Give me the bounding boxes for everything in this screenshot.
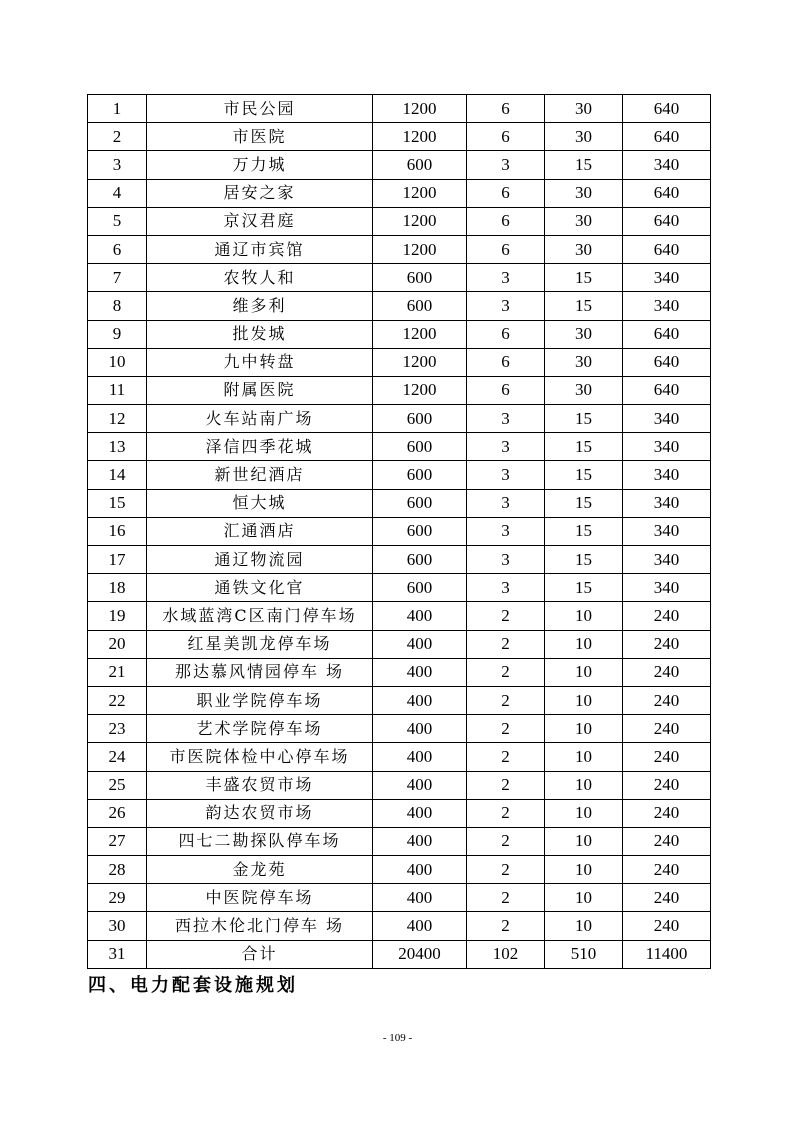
table-cell: 2: [467, 743, 545, 771]
table-row: [88, 461, 711, 489]
table-cell: 600: [373, 405, 467, 433]
table-cell: 2: [467, 884, 545, 912]
table-cell: 340: [623, 433, 711, 461]
table-cell: 240: [623, 799, 711, 827]
table-cell: 640: [623, 123, 711, 151]
table-cell: 400: [373, 715, 467, 743]
table-cell: 18: [88, 574, 147, 602]
table-cell: 职业学院停车场: [147, 686, 373, 714]
table-cell: 10: [545, 856, 623, 884]
table-row: [88, 743, 711, 771]
table-cell: 2: [467, 827, 545, 855]
table-cell: 汇通酒店: [147, 517, 373, 545]
table-cell: 340: [623, 264, 711, 292]
table-cell: 10: [545, 912, 623, 940]
table-cell: 10: [545, 799, 623, 827]
table-cell: 340: [623, 292, 711, 320]
table-cell: 640: [623, 179, 711, 207]
section-heading: 四、电力配套设施规划: [88, 975, 298, 996]
table-cell: 1: [88, 95, 147, 123]
table-row: [88, 686, 711, 714]
table-cell: 3: [467, 264, 545, 292]
table-row: [88, 179, 711, 207]
table-cell: 240: [623, 884, 711, 912]
table-row: [88, 348, 711, 376]
table-cell: 19: [88, 602, 147, 630]
table-cell: 31: [88, 940, 147, 968]
table-cell: 10: [545, 715, 623, 743]
table-cell: 21: [88, 658, 147, 686]
table-cell: 17: [88, 546, 147, 574]
table-cell: 1200: [373, 179, 467, 207]
table-cell: 30: [88, 912, 147, 940]
table-cell: 通辽市宾馆: [147, 235, 373, 263]
table-row: [88, 658, 711, 686]
table-cell: 2: [467, 715, 545, 743]
table-cell: 10: [88, 348, 147, 376]
table-cell: 15: [545, 151, 623, 179]
table-cell: 2: [467, 658, 545, 686]
table-row: [88, 715, 711, 743]
parking-charging-table: [87, 94, 711, 969]
table-cell: 6: [467, 235, 545, 263]
table-cell: 400: [373, 630, 467, 658]
table-row: [88, 856, 711, 884]
table-row: [88, 264, 711, 292]
table-cell: 1200: [373, 235, 467, 263]
table-cell: 2: [88, 123, 147, 151]
table-cell: 28: [88, 856, 147, 884]
table-row: [88, 771, 711, 799]
table-cell: 15: [545, 574, 623, 602]
table-cell: 510: [545, 940, 623, 968]
table-cell: 恒大城: [147, 489, 373, 517]
table-cell: 10: [545, 743, 623, 771]
table-cell: 3: [88, 151, 147, 179]
table-cell: 400: [373, 856, 467, 884]
table-row: [88, 827, 711, 855]
table-cell: 340: [623, 489, 711, 517]
table-cell: 640: [623, 320, 711, 348]
table-cell: 400: [373, 799, 467, 827]
table-cell: 10: [545, 658, 623, 686]
table-cell: 10: [545, 771, 623, 799]
table-cell: 水域蓝湾C区南门停车场: [147, 602, 373, 630]
table-row: [88, 292, 711, 320]
table-row: [88, 489, 711, 517]
table-cell: 240: [623, 686, 711, 714]
table-cell: 240: [623, 630, 711, 658]
table-row: [88, 376, 711, 404]
table-cell: 400: [373, 771, 467, 799]
table-cell: 附属医院: [147, 376, 373, 404]
table-cell: 30: [545, 348, 623, 376]
table-cell: 丰盛农贸市场: [147, 771, 373, 799]
table-cell: 居安之家: [147, 179, 373, 207]
table-cell: 640: [623, 235, 711, 263]
table-cell: 600: [373, 489, 467, 517]
table-body: [88, 95, 711, 969]
table-cell: 市民公园: [147, 95, 373, 123]
table-row: [88, 405, 711, 433]
table-row: [88, 884, 711, 912]
table-cell: 14: [88, 461, 147, 489]
table-cell: 2: [467, 771, 545, 799]
table-cell: 九中转盘: [147, 348, 373, 376]
table-cell: 30: [545, 95, 623, 123]
table-cell: 640: [623, 207, 711, 235]
table-cell: 16: [88, 517, 147, 545]
table-row: [88, 602, 711, 630]
table-cell: 23: [88, 715, 147, 743]
table-row: [88, 630, 711, 658]
table-cell: 340: [623, 517, 711, 545]
table-cell: 7: [88, 264, 147, 292]
table-cell: 1200: [373, 123, 467, 151]
table-cell: 400: [373, 658, 467, 686]
table-cell: 市医院: [147, 123, 373, 151]
table-cell: 通辽物流园: [147, 546, 373, 574]
table-cell: 6: [467, 376, 545, 404]
table-cell: 万力城: [147, 151, 373, 179]
table-cell: 3: [467, 546, 545, 574]
table-cell: 中医院停车场: [147, 884, 373, 912]
table-cell: 600: [373, 546, 467, 574]
table-cell: 15: [545, 546, 623, 574]
table-cell: 3: [467, 151, 545, 179]
table-cell: 240: [623, 743, 711, 771]
table-cell: 市医院体检中心停车场: [147, 743, 373, 771]
table-cell: 24: [88, 743, 147, 771]
table-cell: 640: [623, 95, 711, 123]
table-cell: 3: [467, 292, 545, 320]
table-cell: 340: [623, 405, 711, 433]
table-cell: 600: [373, 264, 467, 292]
table-cell: 3: [467, 489, 545, 517]
table-cell: 640: [623, 348, 711, 376]
table-cell: 400: [373, 602, 467, 630]
page-number: - 109 -: [382, 1032, 413, 1044]
table-cell: 3: [467, 574, 545, 602]
table-cell: 26: [88, 799, 147, 827]
table-cell: 2: [467, 912, 545, 940]
table-cell: 600: [373, 517, 467, 545]
table-cell: 那达慕风情园停车 场: [147, 658, 373, 686]
table-cell: 韵达农贸市场: [147, 799, 373, 827]
table-cell: 10: [545, 827, 623, 855]
table-cell: 9: [88, 320, 147, 348]
table-cell: 30: [545, 376, 623, 404]
table-cell: 1200: [373, 320, 467, 348]
table-cell: 400: [373, 686, 467, 714]
table-cell: 240: [623, 827, 711, 855]
table-cell: 6: [467, 320, 545, 348]
table-cell: 15: [545, 461, 623, 489]
table-cell: 15: [545, 264, 623, 292]
table-cell: 240: [623, 771, 711, 799]
table-cell: 15: [545, 292, 623, 320]
table-cell: 15: [545, 489, 623, 517]
table-cell: 2: [467, 602, 545, 630]
table-cell: 640: [623, 376, 711, 404]
table-cell: 30: [545, 235, 623, 263]
table-row: [88, 95, 711, 123]
table-cell: 20: [88, 630, 147, 658]
table-cell: 340: [623, 546, 711, 574]
table-cell: 15: [545, 517, 623, 545]
table-cell: 29: [88, 884, 147, 912]
table-cell: 2: [467, 799, 545, 827]
table-cell: 1200: [373, 348, 467, 376]
table-cell: 600: [373, 433, 467, 461]
table-cell: 12: [88, 405, 147, 433]
table-cell: 340: [623, 461, 711, 489]
table-cell: 240: [623, 856, 711, 884]
table-cell: 400: [373, 827, 467, 855]
table-cell: 600: [373, 292, 467, 320]
table-cell: 30: [545, 123, 623, 151]
table-cell: 340: [623, 151, 711, 179]
table-cell: 西拉木伦北门停车 场: [147, 912, 373, 940]
table-row: [88, 207, 711, 235]
table-cell: 四七二勘探队停车场: [147, 827, 373, 855]
table-cell: 2: [467, 630, 545, 658]
table-cell: 泽信四季花城: [147, 433, 373, 461]
table-row: [88, 517, 711, 545]
table-cell: 新世纪酒店: [147, 461, 373, 489]
table-cell: 火车站南广场: [147, 405, 373, 433]
table-cell: 13: [88, 433, 147, 461]
table-cell: 102: [467, 940, 545, 968]
table-cell: 10: [545, 686, 623, 714]
table-row: [88, 320, 711, 348]
table-cell: 400: [373, 884, 467, 912]
table-cell: 600: [373, 151, 467, 179]
table-row: [88, 799, 711, 827]
table-cell: 240: [623, 715, 711, 743]
table-cell: 合计: [147, 940, 373, 968]
table-cell: 400: [373, 743, 467, 771]
table-cell: 京汉君庭: [147, 207, 373, 235]
table-cell: 3: [467, 405, 545, 433]
table-cell: 20400: [373, 940, 467, 968]
table-cell: 25: [88, 771, 147, 799]
table-row: [88, 940, 711, 968]
table-cell: 艺术学院停车场: [147, 715, 373, 743]
table-cell: 11400: [623, 940, 711, 968]
table-cell: 240: [623, 912, 711, 940]
table-cell: 27: [88, 827, 147, 855]
table-cell: 600: [373, 461, 467, 489]
table-cell: 1200: [373, 95, 467, 123]
table-cell: 维多利: [147, 292, 373, 320]
table-cell: 3: [467, 517, 545, 545]
table-cell: 10: [545, 602, 623, 630]
table-cell: 6: [467, 348, 545, 376]
table-cell: 400: [373, 912, 467, 940]
table-cell: 5: [88, 207, 147, 235]
table-cell: 2: [467, 686, 545, 714]
table-cell: 15: [545, 433, 623, 461]
table-cell: 30: [545, 320, 623, 348]
table-cell: 1200: [373, 207, 467, 235]
table-cell: 10: [545, 884, 623, 912]
table-cell: 22: [88, 686, 147, 714]
table-row: [88, 235, 711, 263]
table-cell: 11: [88, 376, 147, 404]
table-row: [88, 574, 711, 602]
table-row: [88, 123, 711, 151]
table-cell: 2: [467, 856, 545, 884]
table-cell: 6: [467, 179, 545, 207]
table-cell: 1200: [373, 376, 467, 404]
table-cell: 240: [623, 658, 711, 686]
table-cell: 8: [88, 292, 147, 320]
table-row: [88, 912, 711, 940]
table-cell: 4: [88, 179, 147, 207]
table-cell: 6: [88, 235, 147, 263]
table-cell: 600: [373, 574, 467, 602]
table-row: [88, 546, 711, 574]
table-cell: 15: [545, 405, 623, 433]
table-cell: 农牧人和: [147, 264, 373, 292]
table-cell: 6: [467, 207, 545, 235]
table-row: [88, 433, 711, 461]
table-row: [88, 151, 711, 179]
table-cell: 金龙苑: [147, 856, 373, 884]
table-cell: 6: [467, 123, 545, 151]
table-cell: 30: [545, 179, 623, 207]
table-cell: 15: [88, 489, 147, 517]
table-cell: 通铁文化官: [147, 574, 373, 602]
table-cell: 批发城: [147, 320, 373, 348]
table-cell: 30: [545, 207, 623, 235]
table-cell: 红星美凯龙停车场: [147, 630, 373, 658]
table-cell: 3: [467, 461, 545, 489]
table-cell: 10: [545, 630, 623, 658]
table-cell: 6: [467, 95, 545, 123]
table-cell: 240: [623, 602, 711, 630]
table-cell: 3: [467, 433, 545, 461]
table-cell: 340: [623, 574, 711, 602]
